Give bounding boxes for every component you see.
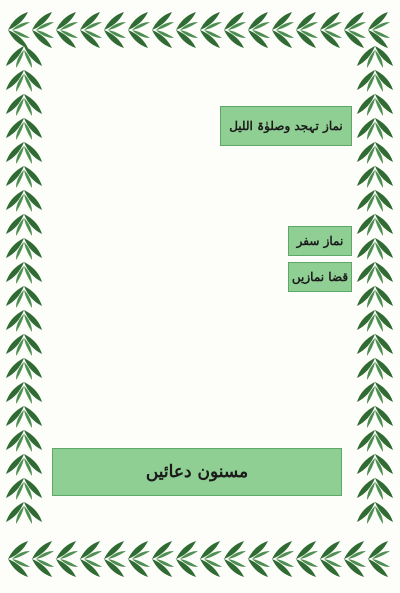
heading-safar: نماز سفر bbox=[288, 226, 352, 256]
leaf-border-left bbox=[4, 44, 44, 544]
document-body bbox=[44, 50, 352, 536]
leaf-border-left-graphic bbox=[4, 44, 44, 544]
leaf-border-bottom bbox=[6, 538, 392, 580]
leaf-border-top bbox=[6, 10, 392, 50]
leaf-border-bottom-graphic bbox=[6, 538, 392, 580]
heading-tahajjud: نماز تہجد وصلوٰۃ اللیل bbox=[220, 106, 352, 146]
leaf-border-right-graphic bbox=[354, 44, 396, 544]
leaf-border-right bbox=[354, 44, 396, 544]
heading-masnoon: مسنون دعائیں bbox=[52, 448, 342, 496]
leaf-border-top-graphic bbox=[6, 10, 392, 50]
heading-qaza: قضا نمازیں bbox=[288, 262, 352, 292]
